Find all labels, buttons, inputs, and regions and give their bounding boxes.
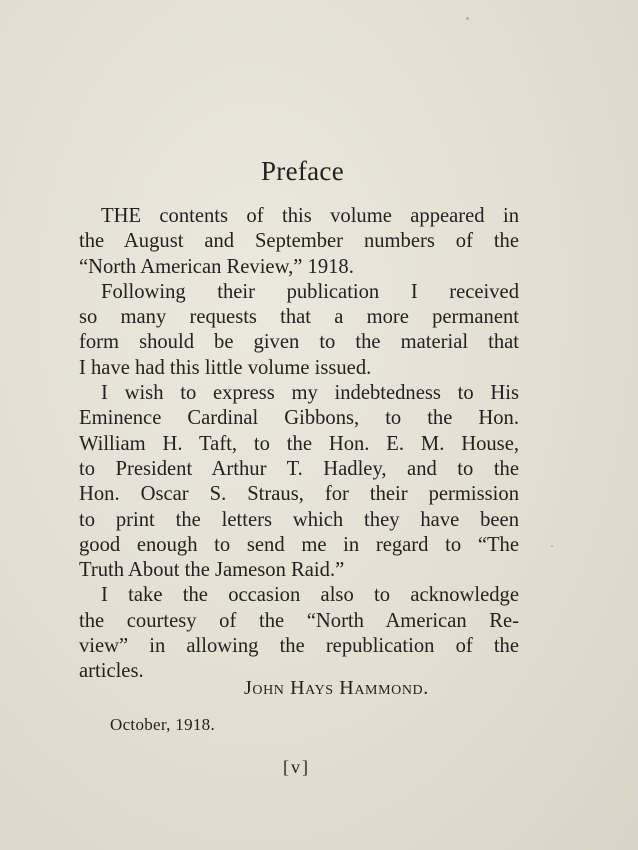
paragraph-4-line-1: I take the occasion also to acknowledge (101, 584, 519, 607)
paragraph-2-line-1: Following their publication I received (101, 280, 519, 303)
page-number: [v] (283, 757, 310, 777)
paragraph-1-line-3: “North American Review,” 1918. (79, 255, 354, 278)
paragraph-3-line-8: Truth About the Jameson Raid.” (79, 559, 345, 582)
paper-speck (551, 545, 553, 547)
paragraph-4-line-4: articles. (79, 660, 144, 683)
paragraph-2-line-4: I have had this little volume issued. (79, 356, 372, 379)
preface-date: October, 1918. (110, 715, 216, 734)
page-title: Preface (260, 156, 345, 186)
author-signature: John Hays Hammond. (244, 677, 429, 699)
paragraph-4-line-2: the courtesy of the “North American Re- (79, 609, 519, 632)
paragraph-3-line-2: Eminence Cardinal Gibbons, to the Hon. (79, 407, 519, 430)
paragraph-3-line-5: Hon. Oscar S. Straus, for their permission (79, 483, 519, 506)
paragraph-3-line-7: good enough to send me in regard to “The (79, 533, 519, 556)
paragraph-3-line-3: William H. Taft, to the Hon. E. M. House, (79, 432, 519, 455)
paragraph-2-line-3: form should be given to the material that (79, 331, 519, 354)
paper-speck (466, 17, 469, 20)
paragraph-1-line-2: the August and September numbers of the (79, 230, 519, 253)
paragraph-2-line-2: so many requests that a more permanent (79, 306, 519, 329)
paragraph-3-line-4: to President Arthur T. Hadley, and to the (79, 457, 519, 480)
paragraph-3-line-6: to print the letters which they have been (79, 508, 519, 531)
paragraph-3-line-1: I wish to express my indebtedness to His (101, 382, 519, 405)
paragraph-1-line-1: THE contents of this volume appeared in (101, 205, 519, 227)
preface-body (79, 204, 519, 685)
paragraph-4-line-3: view” in allowing the republication of the (79, 635, 519, 658)
